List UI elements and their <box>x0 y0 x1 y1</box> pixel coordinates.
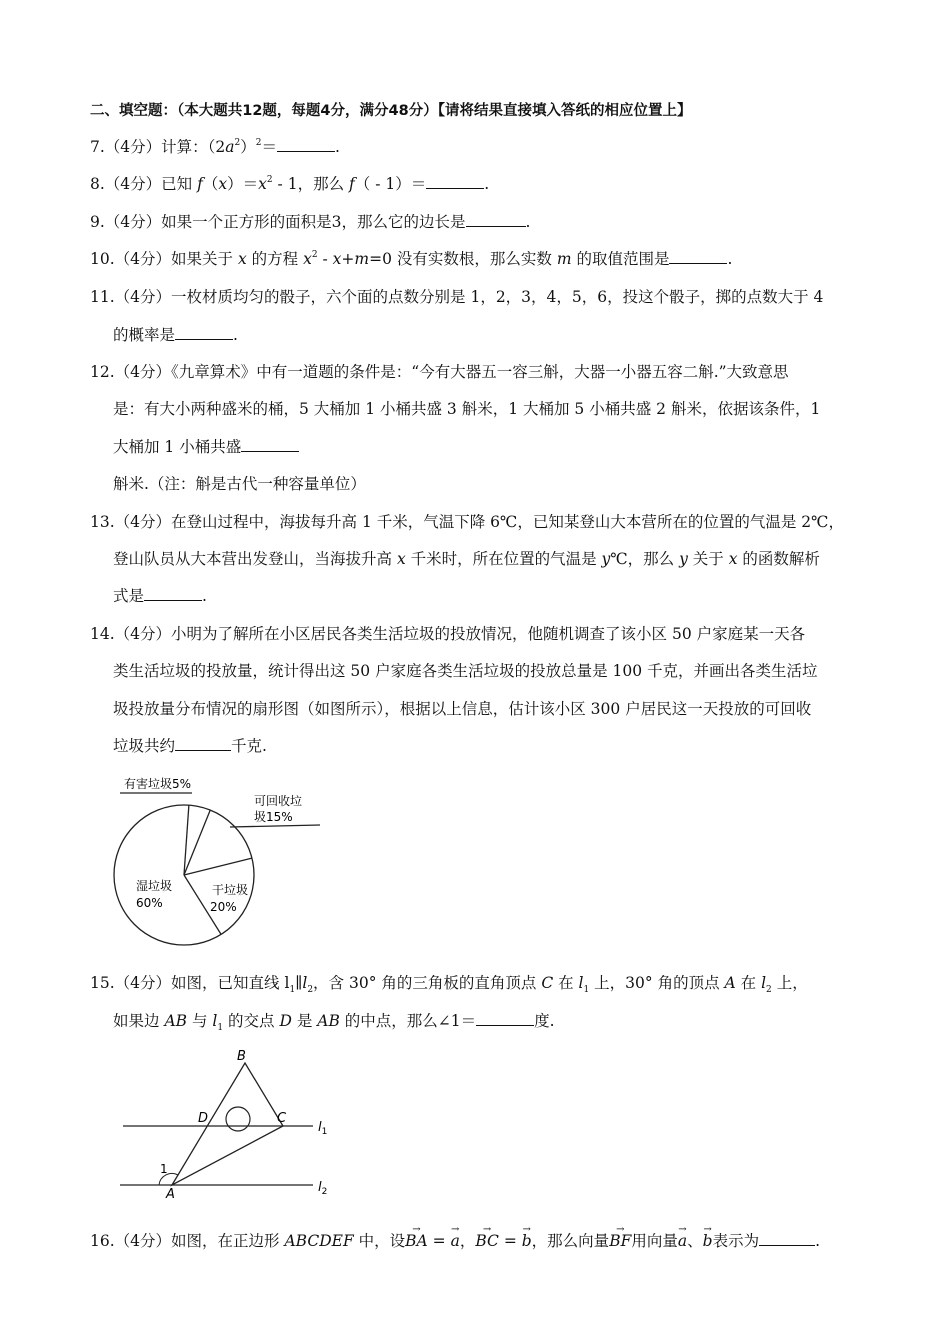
line-symbol: l <box>578 974 584 992</box>
variable: x <box>218 175 228 193</box>
line-l1-label: $l_1$ <box>318 1120 328 1137</box>
question-text: 关于 <box>687 550 729 568</box>
question-text: 的中点，那么∠1＝ <box>339 1012 477 1030</box>
subscript: 2 <box>307 985 314 995</box>
line-symbol: l <box>284 974 290 992</box>
function-name: f <box>197 175 203 193</box>
function-name: f <box>349 175 355 193</box>
question-text: 小明为了解所在小区居民各类生活垃圾的投放情况，他随机调查了该小区 50 户家庭某一天各 <box>171 625 806 643</box>
question-number: 10. <box>90 250 115 268</box>
question-text: - <box>317 250 333 268</box>
question-8 <box>90 174 489 194</box>
slice-label-wet-1: 湿垃圾 <box>136 879 173 893</box>
question-text: ）＝ <box>227 175 259 193</box>
question-text: + <box>341 250 355 268</box>
question-text: 如果边 <box>113 1012 165 1030</box>
question-13-line-3 <box>113 586 207 606</box>
slice-label-wet-2: 60% <box>136 896 163 910</box>
point-c-label: C <box>277 1111 287 1126</box>
question-text: ＝ <box>261 138 278 156</box>
variable: a <box>225 138 235 156</box>
exponent: 2 <box>311 250 318 260</box>
answer-blank[interactable] <box>144 586 202 601</box>
section-heading: 二、填空题：（本大题共12题，每题4分，满分48分）【请将结果直接填入答纸的相应位置上】 <box>90 103 692 119</box>
slice-label-harmful: 有害垃圾5% <box>124 777 192 791</box>
variable: m <box>556 250 572 268</box>
question-score: （4分） <box>114 625 172 643</box>
slice-label-recyclable-2: 圾15% <box>254 810 293 824</box>
question-12-line-4: 斛米.（注：斛是古代一种容量单位） <box>113 475 366 493</box>
answer-blank[interactable] <box>241 437 299 452</box>
question-text: ） <box>240 138 256 156</box>
question-score: （4分） <box>104 213 162 231</box>
exponent: 2 <box>255 138 262 148</box>
vector-b: → b <box>703 1231 713 1251</box>
question-14-line-4 <box>113 736 267 756</box>
question-text: 式是 <box>113 587 145 605</box>
question-text: 度. <box>534 1012 555 1030</box>
point-a-label: A <box>166 1187 175 1202</box>
period: . <box>202 587 207 605</box>
period: . <box>525 213 531 231</box>
question-score: （4分） <box>104 175 162 193</box>
subscript: 1 <box>289 985 296 995</box>
question-text: 大桶加 1 小桶共盛 <box>113 438 242 456</box>
period: . <box>815 1232 821 1250</box>
question-text: 如果关于 <box>171 250 238 268</box>
point-label: A <box>724 974 736 992</box>
answer-blank[interactable] <box>175 325 233 340</box>
variable: x <box>396 550 406 568</box>
segment-label: AB <box>164 1012 188 1030</box>
line-symbol: l <box>302 974 308 992</box>
point-b-label: B <box>237 1049 246 1064</box>
line-symbol: l <box>212 1012 218 1030</box>
question-score: （4分） <box>114 363 172 381</box>
angle-1-label: 1 <box>160 1162 168 1176</box>
segment-label: AB <box>317 1012 340 1030</box>
separator: ， <box>459 1232 476 1250</box>
question-12 <box>90 362 789 382</box>
question-text: 的函数解析 <box>737 550 820 568</box>
equals: = <box>427 1232 451 1250</box>
point-label: D <box>279 1012 292 1030</box>
variable: x <box>332 250 342 268</box>
vector-bc: → BC <box>475 1231 499 1251</box>
question-text: ，那么向量 <box>531 1232 610 1250</box>
question-14 <box>90 624 805 644</box>
separator: 、 <box>687 1232 703 1250</box>
question-text: ∥ <box>295 974 303 992</box>
question-text: 的交点 <box>223 1012 280 1030</box>
question-16 <box>90 1231 820 1251</box>
question-9 <box>90 212 530 232</box>
answer-blank[interactable] <box>426 174 484 189</box>
answer-blank[interactable] <box>669 249 727 264</box>
period: . <box>727 250 733 268</box>
slice-label-recyclable-1: 可回收垃 <box>254 794 303 808</box>
polygon-name: ABCDEF <box>284 1232 354 1250</box>
question-14-line-3: 圾投放量分布情况的扇形图（如图所示），根据以上信息，估计该小区 300 户居民这一天投放的可回收 <box>113 700 812 718</box>
variable: x <box>237 250 247 268</box>
period: . <box>484 175 490 193</box>
subscript: 1 <box>217 1023 224 1033</box>
subscript: 1 <box>583 985 590 995</box>
question-text: 上， <box>771 974 808 992</box>
question-text: （ <box>202 175 219 193</box>
question-number: 7. <box>90 138 105 156</box>
question-text: ，含 30° 角的三角板的直角顶点 <box>313 974 542 992</box>
exponent: 2 <box>234 138 241 148</box>
exponent: 2 <box>266 175 273 185</box>
variable: m <box>354 250 370 268</box>
question-7 <box>90 137 340 157</box>
variable: x <box>303 250 312 268</box>
triangle-diagram <box>115 1045 340 1205</box>
subscript: 2 <box>766 985 772 995</box>
question-text: 在登山过程中，海拔每升高 1 千米，气温下降 6℃，已知某登山大本营所在的位置的气温是 2℃， <box>171 513 845 531</box>
question-text: - 1，那么 <box>272 175 350 193</box>
vector-bf: → BF <box>609 1231 631 1251</box>
question-number: 12. <box>90 363 115 381</box>
question-number: 16. <box>90 1232 115 1250</box>
question-score: （4分） <box>114 288 172 306</box>
question-number: 15. <box>90 974 115 992</box>
question-text: =0 没有实数根，那么实数 <box>369 250 557 268</box>
question-11 <box>90 287 823 307</box>
pie-slice-boundary-3 <box>184 858 252 875</box>
question-text: 已知 <box>161 175 198 193</box>
question-13-line-2 <box>113 549 820 569</box>
question-text: 如图，已知直线 <box>171 974 285 992</box>
variable: y <box>601 550 611 568</box>
question-text: 是 <box>291 1012 318 1030</box>
question-text: 的方程 <box>246 250 304 268</box>
answer-blank[interactable] <box>175 736 231 751</box>
question-11-line-2 <box>113 325 238 345</box>
question-number: 13. <box>90 513 115 531</box>
vector-ba: → BA <box>405 1231 428 1251</box>
question-text: ℃，那么 <box>610 550 680 568</box>
question-text: 垃圾共约 <box>113 737 176 755</box>
question-text: 在 <box>553 974 579 992</box>
question-number: 9. <box>90 213 105 231</box>
question-text: 用向量 <box>631 1232 678 1250</box>
question-text: 的概率是 <box>113 326 176 344</box>
question-13 <box>90 512 844 532</box>
vector-b: → b <box>522 1231 532 1251</box>
question-number: 11. <box>90 288 115 306</box>
question-text: 千米时，所在位置的气温是 <box>405 550 602 568</box>
question-text: 千克. <box>231 737 267 755</box>
question-text: 在 <box>735 974 762 992</box>
question-text: 如图，在正边形 <box>171 1232 285 1250</box>
question-text: 一枚材质均匀的骰子，六个面的点数分别是 1，2，3，4，5，6，投这个骰子，掷的点数大于 4 <box>171 288 824 306</box>
period: . <box>233 326 238 344</box>
question-text: 如果一个正方形的面积是3，那么它的边长是 <box>161 213 466 231</box>
equals: = <box>498 1232 522 1250</box>
line-symbol: l <box>761 974 767 992</box>
question-score: （4分） <box>114 250 172 268</box>
question-12-line-3 <box>113 437 299 457</box>
question-text: 的取值范围是 <box>571 250 670 268</box>
question-text: 《九章算术》中有一道题的条件是：“今有大器五一容三斛，大器一小器五容二斛.”大致意思 <box>171 363 789 381</box>
variable: x <box>258 175 267 193</box>
slice-label-dry-1: 干垃圾 <box>212 883 249 897</box>
label-leader-recyclable <box>230 825 320 827</box>
question-text: 与 <box>187 1012 213 1030</box>
question-15-line-2 <box>113 1011 555 1031</box>
slice-label-dry-2: 20% <box>210 900 237 914</box>
question-text: 登山队员从大本营出发登山，当海拔升高 <box>113 550 397 568</box>
variable: y <box>679 550 688 568</box>
geometry-figure <box>115 1045 340 1205</box>
line-l2-label: $l_2$ <box>318 1180 328 1197</box>
question-10 <box>90 249 732 269</box>
pie-chart <box>112 765 327 955</box>
vector-a: → a <box>678 1231 687 1251</box>
vector-a: → a <box>451 1231 460 1251</box>
question-text: 表示为 <box>712 1232 760 1250</box>
answer-blank[interactable] <box>476 1011 534 1026</box>
pie-chart-figure <box>112 765 327 955</box>
question-score: （4分） <box>104 138 162 156</box>
question-number: 8. <box>90 175 105 193</box>
answer-blank[interactable] <box>466 212 526 227</box>
question-text: 中，设 <box>353 1232 406 1250</box>
period: . <box>335 138 340 156</box>
question-15 <box>90 973 808 993</box>
point-d-label: D <box>198 1111 209 1126</box>
point-label: C <box>541 974 554 992</box>
question-score: （4分） <box>114 974 172 992</box>
question-text: 上，30° 角的顶点 <box>589 974 725 992</box>
answer-blank[interactable] <box>759 1231 815 1246</box>
question-text: （ - 1）＝ <box>354 175 427 193</box>
answer-blank[interactable] <box>277 137 335 152</box>
question-12-line-2: 是：有大小两种盛米的桶，5 大桶加 1 小桶共盛 3 斛米，1 大桶加 5 小桶共盛 2 斛米，依据该条件，1 <box>113 400 821 418</box>
question-14-line-2: 类生活垃圾的投放量，统计得出这 50 户家庭各类生活垃圾的投放总量是 100 千克，并画出各类生活垃 <box>113 662 818 680</box>
variable: x <box>728 550 738 568</box>
question-score: （4分） <box>114 1232 172 1250</box>
question-score: （4分） <box>114 513 172 531</box>
circle-mark <box>226 1107 250 1131</box>
question-text: 计算：（2 <box>161 138 226 156</box>
question-number: 14. <box>90 625 115 643</box>
